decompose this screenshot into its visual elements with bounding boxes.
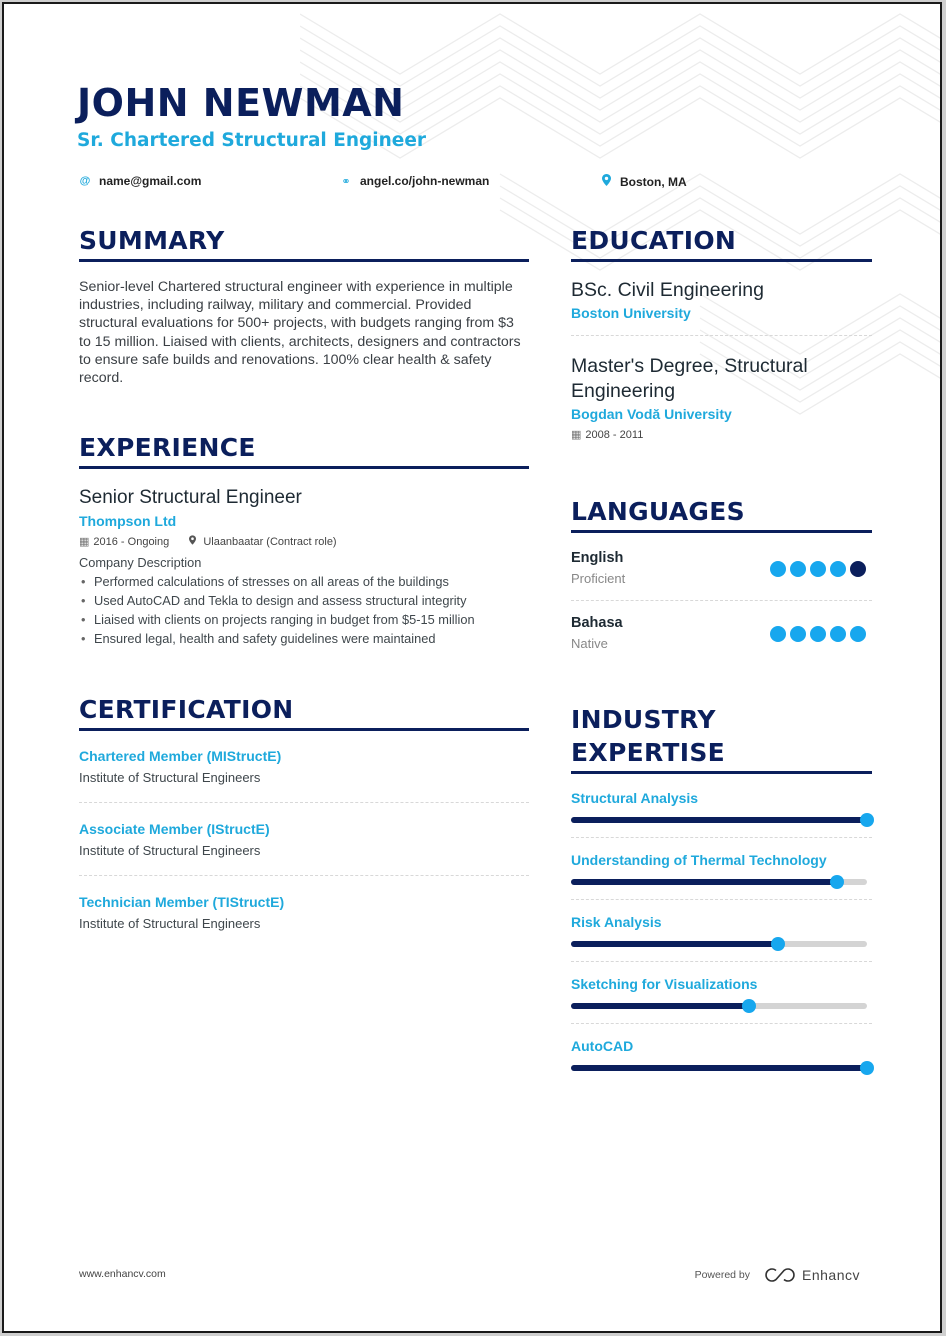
skill-item xyxy=(571,962,872,1024)
skill-bar-fill xyxy=(571,1003,749,1009)
skill-bar-knob xyxy=(860,1061,874,1075)
skill-name: AutoCAD xyxy=(571,1038,634,1054)
expertise-section xyxy=(571,705,872,1085)
job-bullet: • Used AutoCAD and Tekla to design and assess structural integrity xyxy=(79,591,529,610)
certification-name: Associate Member (IStructE) xyxy=(79,821,270,837)
education-school: Boston University xyxy=(571,305,691,321)
education-school: Bogdan Vodă University xyxy=(571,406,732,422)
job-location xyxy=(189,533,336,551)
experience-section xyxy=(79,433,529,648)
contact-email[interactable] xyxy=(79,174,201,188)
summary-heading: SUMMARY xyxy=(79,226,225,255)
company-name: Thompson Ltd xyxy=(79,513,177,529)
enhancv-brand-text: Enhancv xyxy=(802,1267,860,1283)
skill-bar-fill xyxy=(571,879,837,885)
resume-page xyxy=(2,2,942,1333)
resume-header xyxy=(77,80,877,154)
language-name: Bahasa xyxy=(571,615,623,631)
education-item xyxy=(571,336,872,456)
calendar-icon: ▦ xyxy=(571,429,582,441)
contact-location xyxy=(600,174,687,189)
rating-dot-filled xyxy=(790,561,806,577)
education-degree: BSc. Civil Engineering xyxy=(571,279,764,301)
contact-email-text: name@gmail.com xyxy=(99,174,202,188)
skill-bar-fill xyxy=(571,817,867,823)
summary-section xyxy=(79,226,529,387)
contact-location-text: Boston, MA xyxy=(620,174,687,189)
certification-org: Institute of Structural Engineers xyxy=(79,916,261,931)
job-bullet: • Liaised with clients on projects ranging in budget from $5-15 million xyxy=(79,610,529,629)
rating-dot-filled xyxy=(810,626,826,642)
resume-footer xyxy=(79,1267,860,1285)
education-dates-text: 2008 - 2011 xyxy=(585,429,644,441)
languages-heading: LANGUAGES xyxy=(571,497,745,526)
at-icon: @ xyxy=(79,175,91,187)
certification-heading: CERTIFICATION xyxy=(79,695,294,724)
candidate-title: Sr. Chartered Structural Engineer xyxy=(77,130,426,151)
education-dates xyxy=(571,426,872,444)
job-bullet: • Performed calculations of stresses on all areas of the buildings xyxy=(79,572,529,591)
candidate-name: JOHN NEWMAN xyxy=(77,81,405,125)
rating-dot-filled xyxy=(810,561,826,577)
expertise-heading-line2: EXPERTISE xyxy=(571,738,726,767)
skill-bar xyxy=(571,817,867,823)
certification-item xyxy=(79,876,529,948)
skill-bar xyxy=(571,1003,867,1009)
skill-bar-knob xyxy=(742,999,756,1013)
education-section xyxy=(571,226,872,456)
language-rating xyxy=(770,626,866,642)
skill-bar-fill xyxy=(571,1065,867,1071)
skill-bar xyxy=(571,879,867,885)
contact-link-text: angel.co/john-newman xyxy=(360,174,490,188)
certification-section xyxy=(79,695,529,948)
language-item xyxy=(571,533,872,601)
enhancv-logo-icon xyxy=(764,1267,796,1283)
certification-item xyxy=(79,803,529,876)
powered-by-label: Powered by xyxy=(694,1269,751,1281)
section-divider xyxy=(79,259,529,262)
powered-by[interactable] xyxy=(695,1267,860,1283)
certification-item xyxy=(79,731,529,803)
education-heading: EDUCATION xyxy=(571,226,737,255)
skill-bar-knob xyxy=(771,937,785,951)
language-item xyxy=(571,601,872,665)
education-item xyxy=(571,262,872,336)
contact-bar xyxy=(79,174,879,192)
job-dates xyxy=(79,533,169,551)
company-description: Company Description xyxy=(79,555,202,570)
skill-item xyxy=(571,900,872,962)
skill-item xyxy=(571,774,872,838)
skill-name: Sketching for Visualizations xyxy=(571,976,758,992)
calendar-icon: ▦ xyxy=(79,536,90,548)
job-bullets xyxy=(79,572,529,648)
footer-website-link[interactable]: www.enhancv.com xyxy=(79,1268,166,1280)
job-dates-text: 2016 - Ongoing xyxy=(93,536,170,548)
skill-name: Risk Analysis xyxy=(571,914,662,930)
job-meta xyxy=(79,533,529,551)
summary-text: Senior-level Chartered structural engineer with experience in multiple industries, including railway, military and commercial. Provided structural evaluations for 500+ projects, with budgets ranging from $3 to 15 million. Liaised with clients, architects, designers and contractors to ensure safe builds and renovations. 100% clear health & safety record. xyxy=(79,279,521,387)
certification-name: Chartered Member (MIStructE) xyxy=(79,748,282,764)
skill-bar xyxy=(571,1065,867,1071)
location-pin-icon xyxy=(189,536,199,548)
expertise-heading-line1: INDUSTRY xyxy=(571,705,716,734)
skill-item xyxy=(571,1024,872,1085)
location-pin-icon xyxy=(600,174,612,189)
experience-heading: EXPERIENCE xyxy=(79,433,256,462)
rating-dot-filled xyxy=(830,626,846,642)
language-name: English xyxy=(571,550,624,566)
skill-bar-knob xyxy=(860,813,874,827)
experience-item xyxy=(79,486,529,648)
skill-bar xyxy=(571,941,867,947)
language-rating xyxy=(770,561,866,577)
skill-bar-knob xyxy=(830,875,844,889)
rating-dot-filled xyxy=(770,561,786,577)
job-bullet: • Ensured legal, health and safety guidelines were maintained xyxy=(79,629,529,648)
rating-dot-filled xyxy=(770,626,786,642)
rating-dot-empty xyxy=(850,561,866,577)
education-degree: Master's Degree, Structural Engineering xyxy=(571,355,808,402)
job-location-text: Ulaanbaatar (Contract role) xyxy=(203,536,337,548)
skill-item xyxy=(571,838,872,900)
rating-dot-filled xyxy=(850,626,866,642)
rating-dot-filled xyxy=(830,561,846,577)
rating-dot-filled xyxy=(790,626,806,642)
enhancv-brand xyxy=(764,1267,860,1283)
skill-bar-fill xyxy=(571,941,778,947)
certification-name: Technician Member (TIStructE) xyxy=(79,894,285,910)
certification-org: Institute of Structural Engineers xyxy=(79,770,261,785)
skill-name: Structural Analysis xyxy=(571,790,699,806)
section-divider xyxy=(79,466,529,469)
language-level: Native xyxy=(571,636,608,651)
languages-section xyxy=(571,497,872,665)
language-level: Proficient xyxy=(571,571,626,586)
link-icon: ⚭ xyxy=(341,175,351,188)
job-title: Senior Structural Engineer xyxy=(79,487,302,508)
certification-org: Institute of Structural Engineers xyxy=(79,843,261,858)
contact-link[interactable] xyxy=(340,174,489,188)
skill-name: Understanding of Thermal Technology xyxy=(571,852,827,868)
